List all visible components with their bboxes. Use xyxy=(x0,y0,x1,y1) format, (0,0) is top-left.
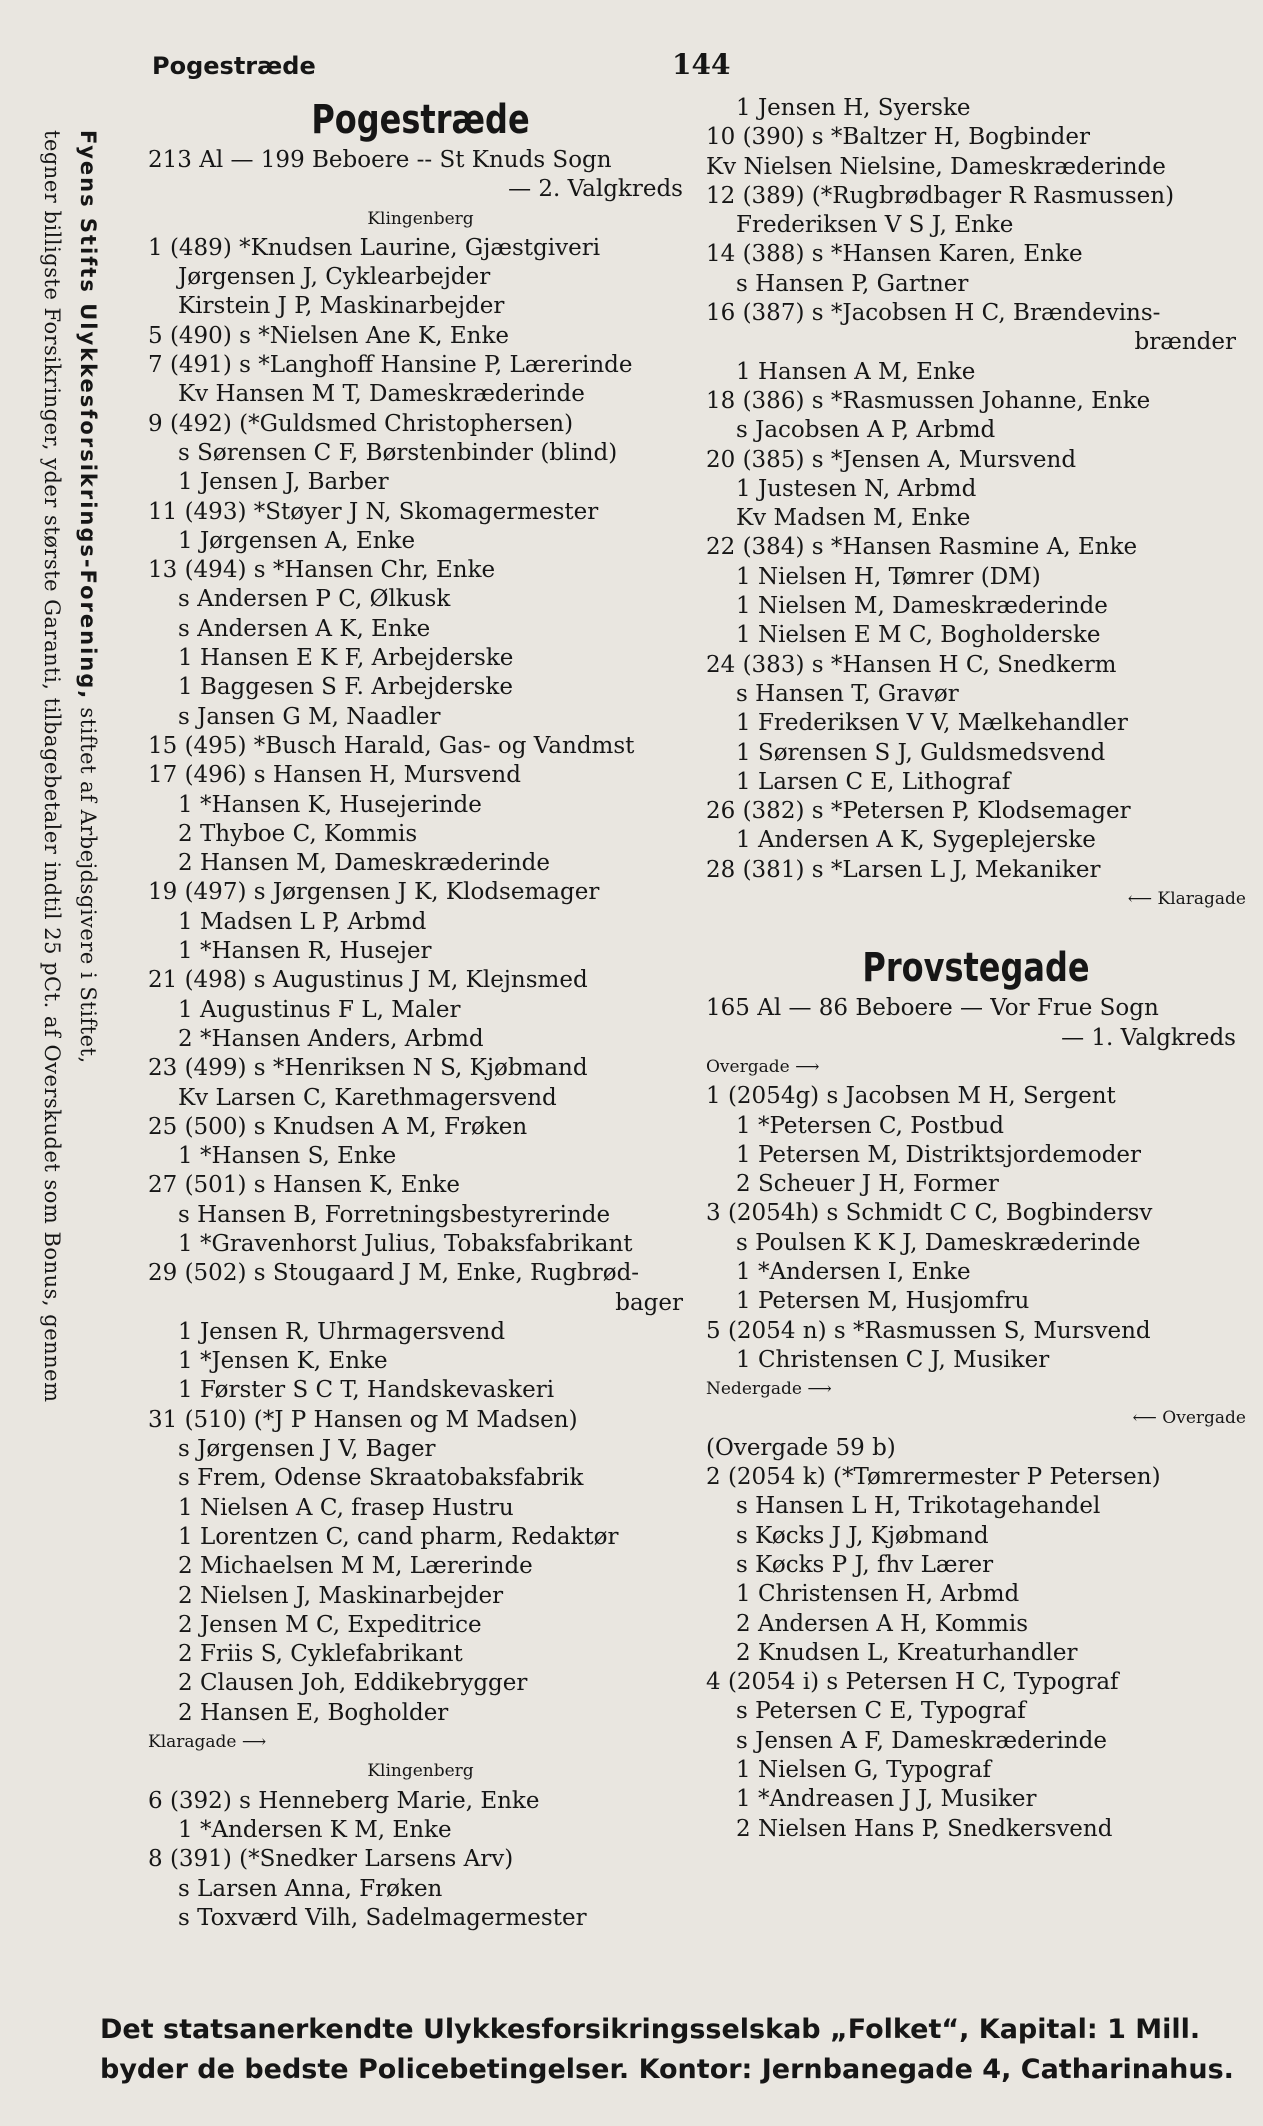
directory-entry: 1 *Petersen C, Postbud xyxy=(736,1112,1004,1139)
directory-entry: s Hansen B, Forretningsbestyrerinde xyxy=(178,1201,611,1228)
side-advertisement xyxy=(40,130,100,1950)
side-ad-line-1 xyxy=(76,130,100,1950)
footer-line-2: byder de bedste Policebetingelser. Kontor: Jernbanegade 4, Catharinahus. xyxy=(100,2054,1234,2085)
directory-entry: 25 (500) s Knudsen A M, Frøken xyxy=(148,1113,528,1140)
directory-entry: bager xyxy=(615,1289,683,1316)
directory-entry: Frederiksen V S J, Enke xyxy=(736,212,1014,239)
directory-entry: s Toxværd Vilh, Sadelmagermester xyxy=(178,1904,587,1931)
directory-entry: 9 (492) (*Guldsmed Christophersen) xyxy=(148,410,574,437)
directory-entry: 1 Hansen A M, Enke xyxy=(736,358,976,385)
directory-entry: Jørgensen J, Cyklearbejder xyxy=(178,264,491,291)
directory-entry: s Poulsen K K J, Dameskræderinde xyxy=(736,1229,1141,1256)
directory-entry: — 2. Valgkreds xyxy=(508,176,683,203)
directory-entry: s Jacobsen A P, Arbmd xyxy=(736,417,996,444)
directory-entry: 2 Andersen A H, Kommis xyxy=(736,1610,1029,1637)
directory-entry: 1 Nielsen A C, frasep Hustru xyxy=(178,1494,514,1521)
directory-entry: 1 *Gravenhorst Julius, Tobaksfabrikant xyxy=(178,1230,633,1257)
directory-entry: 24 (383) s *Hansen H C, Snedkerm xyxy=(706,651,1117,678)
footer-line-1: Det statsanerkendte Ulykkesforsikringsselskab „Folket“, Kapital: 1 Mill. xyxy=(100,2014,1201,2045)
directory-entry: 1 Sørensen S J, Guldsmedsvend xyxy=(736,739,1106,766)
directory-entry: s Køcks P J, fhv Lærer xyxy=(736,1551,994,1578)
directory-entry: 29 (502) s Stougaard J M, Enke, Rugbrød- xyxy=(148,1260,640,1287)
directory-entry: 16 (387) s *Jacobsen H C, Brændevins- xyxy=(706,300,1161,327)
directory-entry: 5 (490) s *Nielsen Ane K, Enke xyxy=(148,322,510,349)
directory-entry: s Hansen P, Gartner xyxy=(736,270,969,297)
street-heading: Pogestræde xyxy=(311,97,530,143)
directory-entry: 1 *Hansen S, Enke xyxy=(178,1143,397,1170)
directory-entry: 17 (496) s Hansen H, Mursvend xyxy=(148,762,521,789)
directory-entry: 1 Jensen J, Barber xyxy=(178,469,389,496)
right-column xyxy=(706,94,1246,1844)
directory-entry: 2 Thyboe C, Kommis xyxy=(178,820,418,847)
directory-entry: 2 Knudsen L, Kreaturhandler xyxy=(736,1639,1078,1666)
directory-entry: 1 Christensen C J, Musiker xyxy=(736,1346,1050,1373)
directory-entry: 1 *Andreasen J J, Musiker xyxy=(736,1786,1037,1813)
spacer xyxy=(706,914,1246,928)
directory-entry: 1 (2054g) s Jacobsen M H, Sergent xyxy=(706,1083,1116,1110)
directory-entry: 1 Justesen N, Arbmd xyxy=(736,475,977,502)
directory-entry: 3 (2054h) s Schmidt C C, Bogbindersv xyxy=(706,1200,1153,1227)
directory-entry: 8 (391) (*Snedker Larsens Arv) xyxy=(148,1846,514,1873)
directory-entry: 1 *Jensen K, Enke xyxy=(178,1348,388,1375)
directory-entry: 1 Jørgensen A, Enke xyxy=(178,527,416,554)
directory-entry: s Hansen T, Gravør xyxy=(736,680,959,707)
directory-entry: 2 Friis S, Cyklefabrikant xyxy=(178,1641,463,1668)
directory-entry: — 1. Valgkreds xyxy=(1061,1024,1236,1051)
directory-entry: 2 Clausen Joh, Eddikebrygger xyxy=(178,1670,528,1697)
directory-entry: 2 Hansen M, Dameskræderinde xyxy=(178,850,550,877)
directory-entry: 2 Nielsen J, Maskinarbejder xyxy=(178,1582,504,1609)
directory-entry: Klingenberg xyxy=(367,208,474,229)
directory-entry: s Sørensen C F, Børstenbinder (blind) xyxy=(178,439,618,466)
directory-entry: brænder xyxy=(1134,329,1236,356)
directory-entry: Nedergade ⟶ xyxy=(706,1379,832,1400)
directory-entry: 1 Nielsen G, Typograf xyxy=(736,1757,991,1784)
directory-entry: 2 *Hansen Anders, Arbmd xyxy=(178,1025,484,1052)
directory-entry: 5 (2054 n) s *Rasmussen S, Mursvend xyxy=(706,1317,1151,1344)
directory-entry: 1 (489) *Knudsen Laurine, Gjæstgiveri xyxy=(148,234,601,261)
side-ad-line-1-rest: stiftet af Arbejdsgivere i Stiftet, xyxy=(76,700,100,1064)
directory-entry: 1 Larsen C E, Lithograf xyxy=(736,768,1011,795)
directory-entry: Kv Madsen M, Enke xyxy=(736,505,971,532)
directory-entry: ⟵ Overgade xyxy=(1132,1408,1246,1429)
directory-entry: 1 Jensen H, Syerske xyxy=(736,95,971,121)
directory-entry: 21 (498) s Augustinus J M, Klejnsmed xyxy=(148,967,588,994)
directory-entry: 6 (392) s Henneberg Marie, Enke xyxy=(148,1787,540,1814)
directory-entry: s Køcks J J, Kjøbmand xyxy=(736,1522,989,1549)
directory-entry: 12 (389) (*Rugbrødbager R Rasmussen) xyxy=(706,182,1175,209)
directory-entry: 4 (2054 i) s Petersen H C, Typograf xyxy=(706,1669,1119,1696)
directory-entry: 2 (2054 k) (*Tømrermester P Petersen) xyxy=(706,1464,1161,1491)
directory-entry: 1 Nielsen M, Dameskræderinde xyxy=(736,593,1108,620)
directory-entry: s Frem, Odense Skraatobaksfabrik xyxy=(178,1465,584,1492)
directory-entry: s Larsen Anna, Frøken xyxy=(178,1875,443,1902)
directory-entry: 7 (491) s *Langhoff Hansine P, Lærerinde xyxy=(148,352,633,379)
directory-entry: Klaragade ⟶ xyxy=(148,1732,267,1753)
directory-entry: 18 (386) s *Rasmussen Johanne, Enke xyxy=(706,387,1151,414)
directory-entry: Kirstein J P, Maskinarbejder xyxy=(178,293,505,320)
directory-entry: 10 (390) s *Baltzer H, Bogbinder xyxy=(706,124,1090,151)
directory-entry: s Jansen G M, Naadler xyxy=(178,703,441,730)
directory-entry: 1 *Andersen I, Enke xyxy=(736,1258,971,1285)
directory-entry: 11 (493) *Støyer J N, Skomagermester xyxy=(148,498,599,525)
directory-entry: 20 (385) s *Jensen A, Mursvend xyxy=(706,446,1077,473)
directory-entry: s Petersen C E, Typograf xyxy=(736,1698,1026,1725)
directory-entry: 28 (381) s *Larsen L J, Mekaniker xyxy=(706,856,1101,883)
directory-entry: 1 Petersen M, Husjomfru xyxy=(736,1288,1030,1315)
directory-entry: 1 *Andersen K M, Enke xyxy=(178,1816,452,1843)
directory-entry: 1 Førster S C T, Handskevaskeri xyxy=(178,1377,555,1404)
directory-entry: 26 (382) s *Petersen P, Klodsemager xyxy=(706,798,1131,825)
directory-entry: s Andersen A K, Enke xyxy=(178,615,431,642)
directory-entry: 13 (494) s *Hansen Chr, Enke xyxy=(148,557,496,584)
directory-entry: 2 Scheuer J H, Former xyxy=(736,1171,999,1198)
directory-entry: ⟵ Klaragade xyxy=(1127,889,1246,910)
directory-entry: 1 Madsen L P, Arbmd xyxy=(178,908,427,935)
directory-entry: 1 Hansen E K F, Arbejderske xyxy=(178,645,514,672)
directory-entry: 1 *Hansen K, Husejerinde xyxy=(178,791,482,818)
directory-entry: Kv Nielsen Nielsine, Dameskræderinde xyxy=(706,153,1166,180)
directory-entry: 1 Nielsen E M C, Bogholderske xyxy=(736,622,1101,649)
directory-entry: 1 Frederiksen V V, Mælkehandler xyxy=(736,710,1128,737)
directory-entry: 1 Jensen R, Uhrmagersvend xyxy=(178,1318,506,1345)
directory-entry: Overgade ⟶ xyxy=(706,1056,820,1077)
directory-entry: 1 Nielsen H, Tømrer (DM) xyxy=(736,563,1041,590)
directory-entry: s Jørgensen J V, Bager xyxy=(178,1436,436,1463)
directory-entry: 165 Al — 86 Beboere — Vor Frue Sogn xyxy=(706,995,1159,1022)
directory-entry: 1 Andersen A K, Sygeplejerske xyxy=(736,827,1096,854)
directory-entry: (Overgade 59 b) xyxy=(706,1434,896,1461)
directory-entry: 19 (497) s Jørgensen J K, Klodsemager xyxy=(148,879,600,906)
directory-entry: 2 Hansen E, Bogholder xyxy=(178,1699,449,1726)
spacer xyxy=(706,928,1246,942)
directory-entry: 2 Michaelsen M M, Lærerinde xyxy=(178,1553,533,1580)
page-number: 144 xyxy=(672,48,731,81)
side-ad-line-2: tegner billigste Forsikringer, yder største Garanti, tilbagebetaler indtil 25 pCt. af Overskudet som Bonus, gennem xyxy=(40,130,64,1403)
directory-entry: 15 (495) *Busch Harald, Gas- og Vandmst xyxy=(148,732,635,759)
running-head-street: Pogestræde xyxy=(152,52,316,80)
directory-entry: 2 Nielsen Hans P, Snedkersvend xyxy=(736,1815,1113,1842)
directory-entry: 2 Jensen M C, Expeditrice xyxy=(178,1611,482,1638)
left-column xyxy=(148,94,693,1933)
directory-entry: 1 Christensen H, Arbmd xyxy=(736,1581,1020,1608)
directory-entry: 14 (388) s *Hansen Karen, Enke xyxy=(706,241,1083,268)
directory-entry: 213 Al — 199 Beboere -- St Knuds Sogn xyxy=(148,147,612,173)
page-header xyxy=(0,48,1263,88)
directory-entry: 1 Petersen M, Distriktsjordemoder xyxy=(736,1141,1142,1168)
footer-advertisement xyxy=(100,2010,1263,2090)
directory-entry: s Jensen A F, Dameskræderinde xyxy=(736,1727,1107,1754)
directory-entry: 1 Baggesen S F. Arbejderske xyxy=(178,674,513,701)
directory-entry: Klingenberg xyxy=(367,1761,474,1782)
street-heading: Provstegade xyxy=(862,945,1090,992)
directory-entry: s Andersen P C, Ølkusk xyxy=(178,586,451,613)
directory-entry: Kv Hansen M T, Dameskræderinde xyxy=(178,381,585,408)
directory-entry: 1 Lorentzen C, cand pharm, Redaktør xyxy=(178,1523,619,1550)
directory-entry: 31 (510) (*J P Hansen og M Madsen) xyxy=(148,1406,578,1433)
directory-entry: 1 Augustinus F L, Maler xyxy=(178,996,461,1023)
directory-entry: 27 (501) s Hansen K, Enke xyxy=(148,1172,460,1199)
directory-entry: Kv Larsen C, Karethmagersvend xyxy=(178,1084,557,1111)
directory-entry: 22 (384) s *Hansen Rasmine A, Enke xyxy=(706,534,1138,561)
directory-entry: 23 (499) s *Henriksen N S, Kjøbmand xyxy=(148,1055,588,1082)
directory-entry: s Hansen L H, Trikotagehandel xyxy=(736,1493,1101,1520)
directory-entry: 1 *Hansen R, Husejer xyxy=(178,938,432,965)
side-ad-line-1-bold: Fyens Stifts Ulykkesforsikrings-Forening, xyxy=(76,130,100,701)
